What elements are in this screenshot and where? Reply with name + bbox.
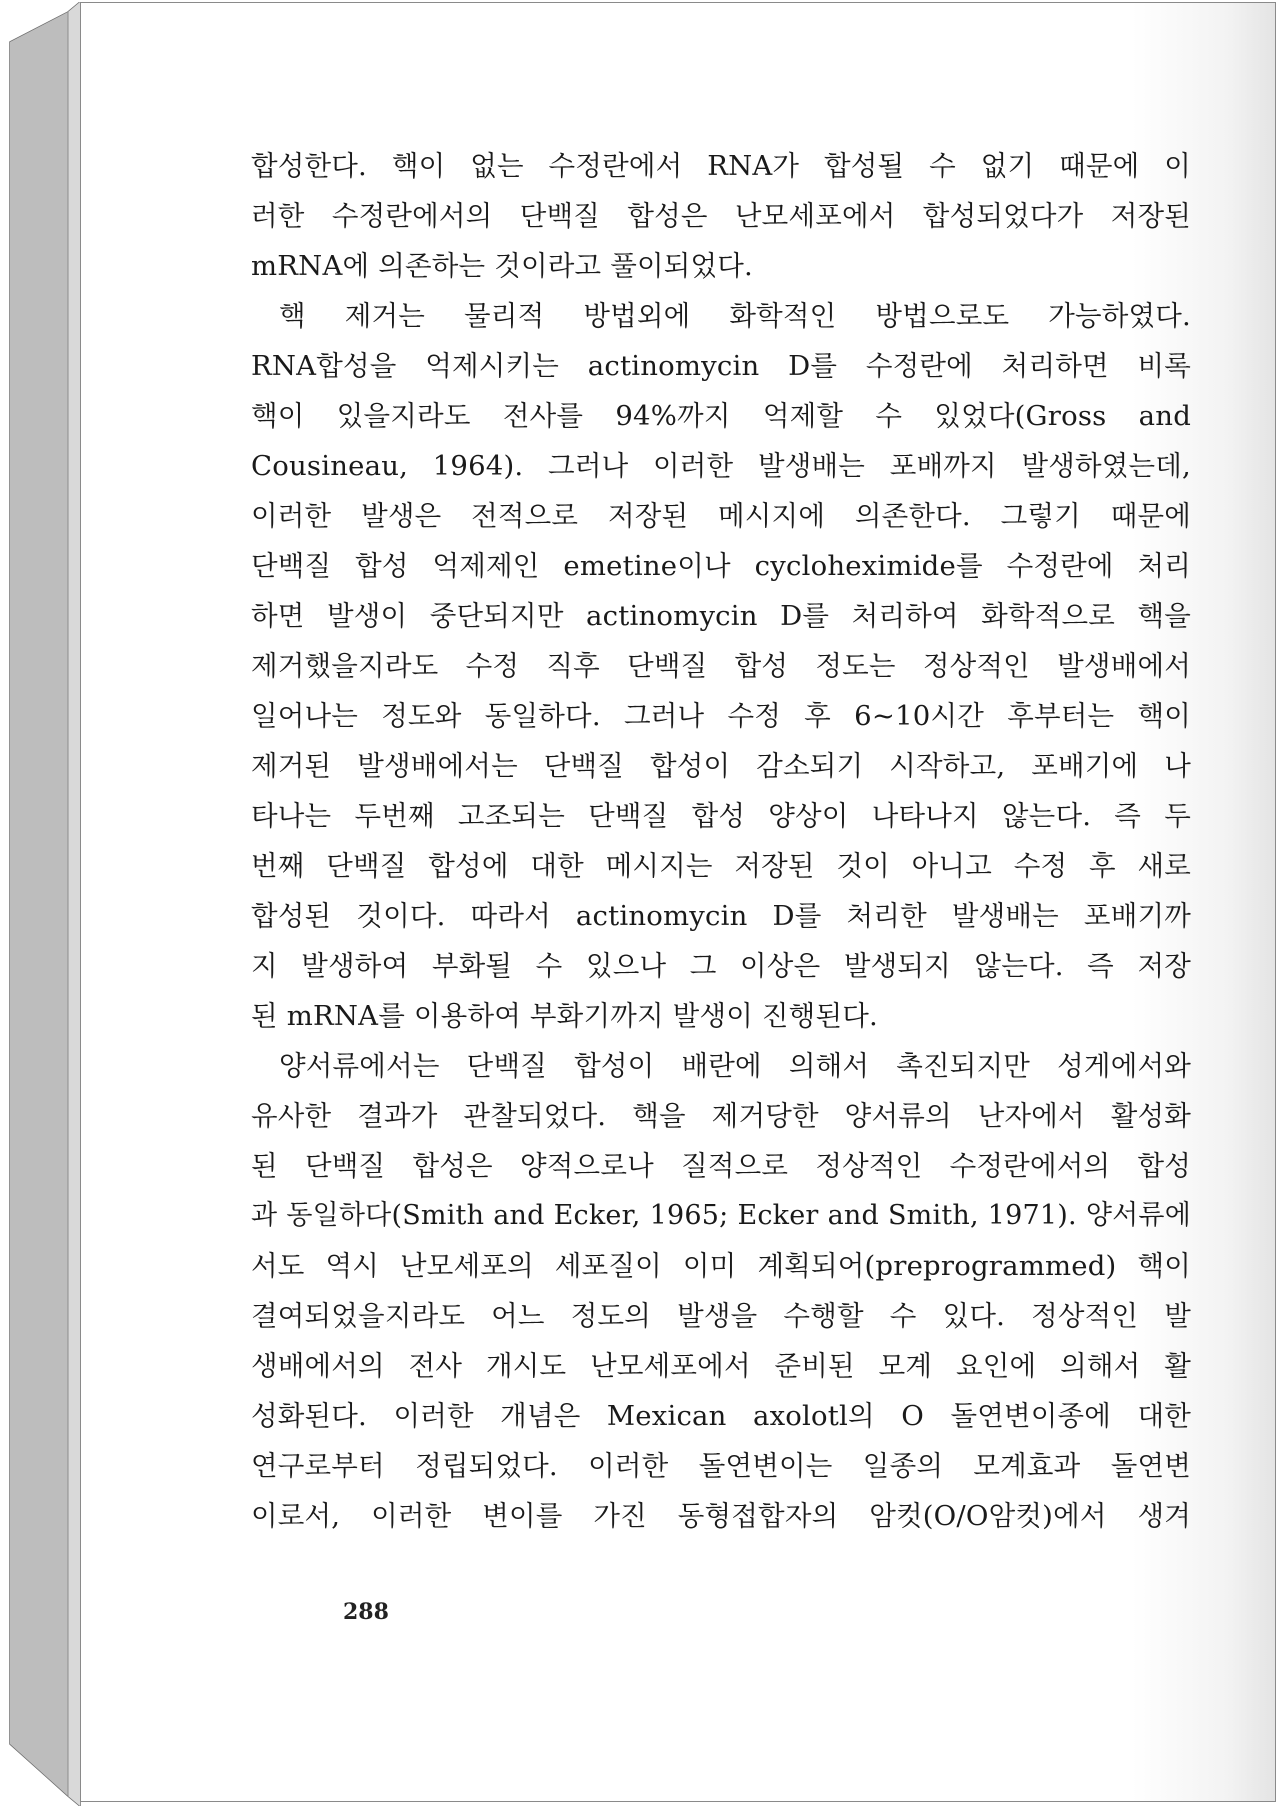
book-page [80,2,1276,1802]
text-line: 결여되었을지라도 어느 정도의 발생을 수행할 수 있다. 정상적인 발 [251,1300,1191,1332]
text-line: 된 mRNA를 이용하여 부화기까지 발생이 진행된다. [251,1000,878,1032]
text-line: 생배에서의 전사 개시도 난모세포에서 준비된 모계 요인에 의해서 활 [251,1350,1191,1382]
body-text [251,141,1191,1541]
text-line: 과 동일하다(Smith and Ecker, 1965; Ecker and Smith, 1971). 양서류에 [251,1200,1191,1231]
text-line: 러한 수정란에서의 단백질 합성은 난모세포에서 합성되었다가 저장된 [251,200,1191,232]
text-line: 양서류에서는 단백질 합성이 배란에 의해서 촉진되지만 성게에서와 [279,1050,1191,1082]
text-line: 성화된다. 이러한 개념은 Mexican axolotl의 O 돌연변이종에 대한 [251,1400,1191,1432]
text-line: 유사한 결과가 관찰되었다. 핵을 제거당한 양서류의 난자에서 활성화 [251,1100,1191,1132]
text-line: RNA합성을 억제시키는 actinomycin D를 수정란에 처리하면 비록 [251,350,1191,382]
text-line: Cousineau, 1964). 그러나 이러한 발생배는 포배까지 발생하였는데, [251,450,1191,482]
text-line: 제거된 발생배에서는 단백질 합성이 감소되기 시작하고, 포배기에 나 [251,750,1191,782]
text-line: 단백질 합성 억제제인 emetine이나 cycloheximide를 수정란에 처리 [251,550,1191,582]
text-line: 핵 제거는 물리적 방법외에 화학적인 방법으로도 가능하였다. [279,300,1191,332]
text-line: 핵이 있을지라도 전사를 94%까지 억제할 수 있었다(Gross and [251,400,1191,432]
text-line: 제거했을지라도 수정 직후 단백질 합성 정도는 정상적인 발생배에서 [251,650,1191,682]
text-line: 서도 역시 난모세포의 세포질이 이미 계획되어(preprogrammed) 핵이 [251,1250,1191,1282]
page-number: 288 [343,1599,389,1625]
text-line: 이로서, 이러한 변이를 가진 동형접합자의 암컷(O/O암컷)에서 생겨 [251,1500,1191,1532]
text-line: 합성한다. 핵이 없는 수정란에서 RNA가 합성될 수 없기 때문에 이 [251,150,1191,182]
text-line: 된 단백질 합성은 양적으로나 질적으로 정상적인 수정란에서의 합성 [251,1150,1191,1182]
text-line: mRNA에 의존하는 것이라고 풀이되었다. [251,250,753,282]
text-line: 연구로부터 정립되었다. 이러한 돌연변이는 일종의 모계효과 돌연변 [251,1450,1191,1482]
text-line: 타나는 두번째 고조되는 단백질 합성 양상이 나타나지 않는다. 즉 두 [251,800,1191,832]
text-line: 지 발생하여 부화될 수 있으나 그 이상은 발생되지 않는다. 즉 저장 [251,950,1191,982]
text-line: 번째 단백질 합성에 대한 메시지는 저장된 것이 아니고 수정 후 새로 [251,850,1191,882]
text-line: 이러한 발생은 전적으로 저장된 메시지에 의존한다. 그렇기 때문에 [251,500,1191,532]
text-line: 일어나는 정도와 동일하다. 그러나 수정 후 6~10시간 후부터는 핵이 [251,700,1191,732]
text-line: 하면 발생이 중단되지만 actinomycin D를 처리하여 화학적으로 핵을 [251,600,1191,632]
book-spine-shape [8,2,88,1806]
text-line: 합성된 것이다. 따라서 actinomycin D를 처리한 발생배는 포배기까 [251,900,1191,932]
